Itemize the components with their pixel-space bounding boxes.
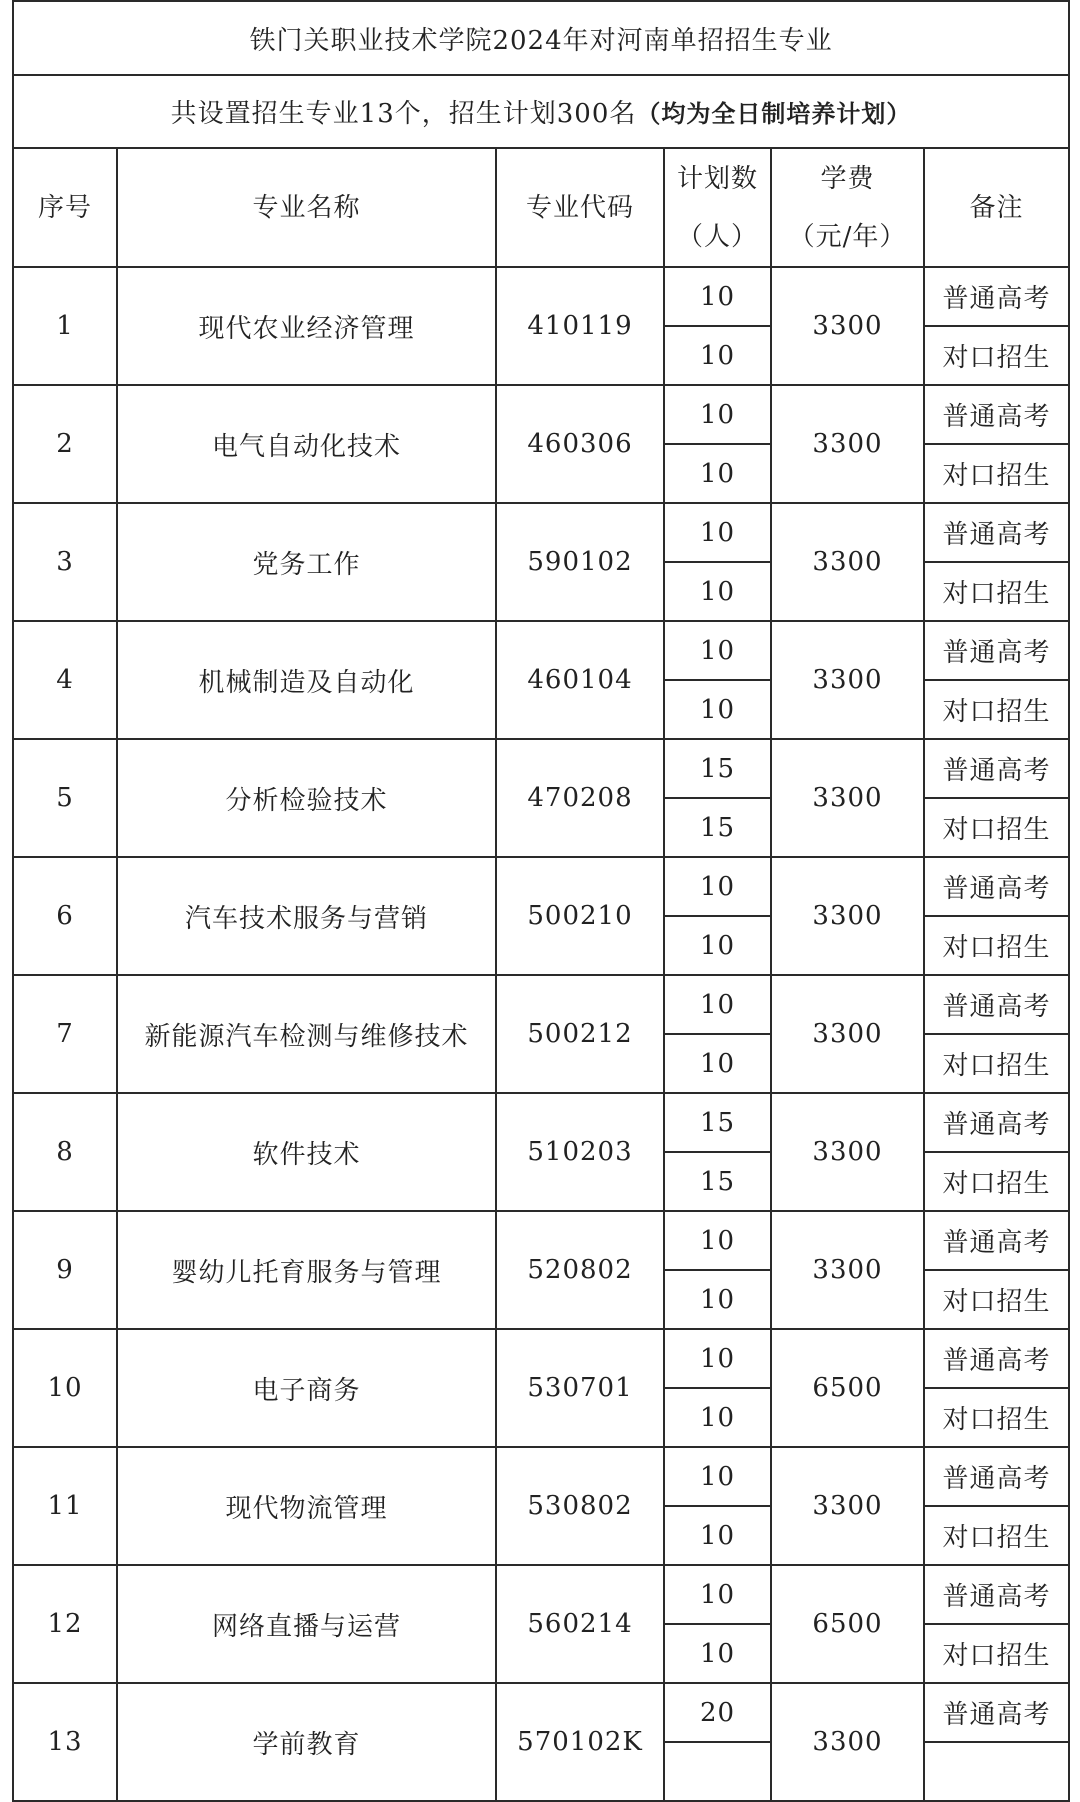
table-row <box>13 1093 1069 1152</box>
row-fee: 3300 <box>771 857 924 975</box>
row-major-code: 470208 <box>496 739 664 857</box>
row-plan-vocational: 15 <box>664 1152 771 1211</box>
row-plan-general: 10 <box>664 1447 771 1506</box>
table-row <box>13 621 1069 680</box>
row-plan-general: 10 <box>664 975 771 1034</box>
row-index: 9 <box>13 1211 117 1329</box>
row-index: 4 <box>13 621 117 739</box>
subtitle-note: （均为全日制培养计划） <box>636 100 912 128</box>
admissions-table <box>12 0 1070 1802</box>
row-plan-vocational <box>664 1742 771 1801</box>
row-remark-vocational <box>924 1742 1069 1801</box>
row-plan-general: 10 <box>664 1211 771 1270</box>
row-remark-general: 普通高考 <box>924 857 1069 916</box>
row-plan-vocational: 10 <box>664 1506 771 1565</box>
row-plan-vocational: 10 <box>664 1270 771 1329</box>
row-remark-general: 普通高考 <box>924 1211 1069 1270</box>
row-plan-general: 10 <box>664 503 771 562</box>
row-remark-general: 普通高考 <box>924 975 1069 1034</box>
row-plan-vocational: 10 <box>664 1388 771 1447</box>
row-major-name: 电气自动化技术 <box>117 385 496 503</box>
row-plan-general: 15 <box>664 1093 771 1152</box>
table-row <box>13 1683 1069 1742</box>
row-major-code: 590102 <box>496 503 664 621</box>
row-fee: 3300 <box>771 385 924 503</box>
row-remark-general: 普通高考 <box>924 1447 1069 1506</box>
row-index: 11 <box>13 1447 117 1565</box>
table-title: 铁门关职业技术学院2024年对河南单招招生专业 <box>13 1 1069 75</box>
row-plan-general: 10 <box>664 1329 771 1388</box>
row-index: 6 <box>13 857 117 975</box>
row-major-code: 410119 <box>496 267 664 385</box>
row-index: 2 <box>13 385 117 503</box>
row-fee: 3300 <box>771 1211 924 1329</box>
row-major-name: 汽车技术服务与营销 <box>117 857 496 975</box>
table-row <box>13 975 1069 1034</box>
row-fee: 3300 <box>771 1447 924 1565</box>
row-index: 5 <box>13 739 117 857</box>
table-row <box>13 857 1069 916</box>
row-fee: 6500 <box>771 1565 924 1683</box>
row-major-code: 570102K <box>496 1683 664 1801</box>
table-row <box>13 1565 1069 1624</box>
row-fee: 3300 <box>771 1683 924 1801</box>
row-plan-general: 10 <box>664 857 771 916</box>
row-remark-general: 普通高考 <box>924 385 1069 444</box>
row-remark-vocational: 对口招生 <box>924 1624 1069 1683</box>
row-major-code: 510203 <box>496 1093 664 1211</box>
row-remark-vocational: 对口招生 <box>924 1152 1069 1211</box>
header-fee-line1: 学费 <box>820 163 875 194</box>
row-remark-vocational: 对口招生 <box>924 1034 1069 1093</box>
header-fee <box>771 148 924 267</box>
row-remark-general: 普通高考 <box>924 1565 1069 1624</box>
table-row <box>13 1329 1069 1388</box>
row-fee: 3300 <box>771 975 924 1093</box>
row-index: 13 <box>13 1683 117 1801</box>
row-remark-general: 普通高考 <box>924 739 1069 798</box>
row-index: 7 <box>13 975 117 1093</box>
row-remark-vocational: 对口招生 <box>924 1388 1069 1447</box>
row-fee: 3300 <box>771 267 924 385</box>
row-remark-vocational: 对口招生 <box>924 798 1069 857</box>
row-major-code: 500210 <box>496 857 664 975</box>
row-major-name: 党务工作 <box>117 503 496 621</box>
row-remark-general: 普通高考 <box>924 1093 1069 1152</box>
row-fee: 3300 <box>771 739 924 857</box>
header-plan <box>664 148 771 267</box>
header-remark: 备注 <box>924 148 1069 267</box>
row-plan-general: 20 <box>664 1683 771 1742</box>
row-index: 10 <box>13 1329 117 1447</box>
row-remark-vocational: 对口招生 <box>924 562 1069 621</box>
row-plan-vocational: 10 <box>664 326 771 385</box>
row-major-name: 学前教育 <box>117 1683 496 1801</box>
row-plan-general: 10 <box>664 1565 771 1624</box>
row-index: 1 <box>13 267 117 385</box>
row-major-name: 网络直播与运营 <box>117 1565 496 1683</box>
table-row <box>13 503 1069 562</box>
row-major-code: 500212 <box>496 975 664 1093</box>
row-major-name: 婴幼儿托育服务与管理 <box>117 1211 496 1329</box>
row-plan-general: 10 <box>664 621 771 680</box>
row-major-code: 530701 <box>496 1329 664 1447</box>
header-fee-line2: （元/年） <box>788 221 907 252</box>
row-major-name: 软件技术 <box>117 1093 496 1211</box>
row-fee: 3300 <box>771 1093 924 1211</box>
row-remark-general: 普通高考 <box>924 621 1069 680</box>
header-plan-line1: 计划数 <box>676 163 758 194</box>
header-plan-line2: （人） <box>676 221 758 252</box>
row-remark-general: 普通高考 <box>924 1683 1069 1742</box>
table-row <box>13 1211 1069 1270</box>
row-remark-vocational: 对口招生 <box>924 1270 1069 1329</box>
table-row <box>13 1447 1069 1506</box>
row-plan-vocational: 15 <box>664 798 771 857</box>
row-remark-general: 普通高考 <box>924 1329 1069 1388</box>
row-plan-vocational: 10 <box>664 562 771 621</box>
row-plan-general: 15 <box>664 739 771 798</box>
row-plan-vocational: 10 <box>664 680 771 739</box>
header-index: 序号 <box>13 148 117 267</box>
table-row <box>13 385 1069 444</box>
row-plan-vocational: 10 <box>664 916 771 975</box>
header-code: 专业代码 <box>496 148 664 267</box>
row-major-name: 分析检验技术 <box>117 739 496 857</box>
row-remark-vocational: 对口招生 <box>924 444 1069 503</box>
row-major-name: 现代物流管理 <box>117 1447 496 1565</box>
row-plan-vocational: 10 <box>664 1624 771 1683</box>
row-index: 3 <box>13 503 117 621</box>
row-plan-vocational: 10 <box>664 1034 771 1093</box>
row-major-code: 520802 <box>496 1211 664 1329</box>
table-subtitle <box>13 75 1069 148</box>
header-row <box>13 148 1069 267</box>
header-major: 专业名称 <box>117 148 496 267</box>
row-major-code: 460306 <box>496 385 664 503</box>
table-row <box>13 267 1069 326</box>
row-major-name: 新能源汽车检测与维修技术 <box>117 975 496 1093</box>
row-major-code: 530802 <box>496 1447 664 1565</box>
row-major-code: 460104 <box>496 621 664 739</box>
row-major-code: 560214 <box>496 1565 664 1683</box>
row-fee: 6500 <box>771 1329 924 1447</box>
row-remark-general: 普通高考 <box>924 267 1069 326</box>
row-fee: 3300 <box>771 503 924 621</box>
row-remark-general: 普通高考 <box>924 503 1069 562</box>
row-remark-vocational: 对口招生 <box>924 1506 1069 1565</box>
row-index: 8 <box>13 1093 117 1211</box>
row-remark-vocational: 对口招生 <box>924 680 1069 739</box>
subtitle-main: 共设置招生专业13个，招生计划300名 <box>170 99 637 129</box>
table-row <box>13 739 1069 798</box>
row-fee: 3300 <box>771 621 924 739</box>
row-major-name: 机械制造及自动化 <box>117 621 496 739</box>
row-major-name: 现代农业经济管理 <box>117 267 496 385</box>
row-index: 12 <box>13 1565 117 1683</box>
row-remark-vocational: 对口招生 <box>924 916 1069 975</box>
row-plan-general: 10 <box>664 267 771 326</box>
row-plan-vocational: 10 <box>664 444 771 503</box>
row-major-name: 电子商务 <box>117 1329 496 1447</box>
row-remark-vocational: 对口招生 <box>924 326 1069 385</box>
row-plan-general: 10 <box>664 385 771 444</box>
